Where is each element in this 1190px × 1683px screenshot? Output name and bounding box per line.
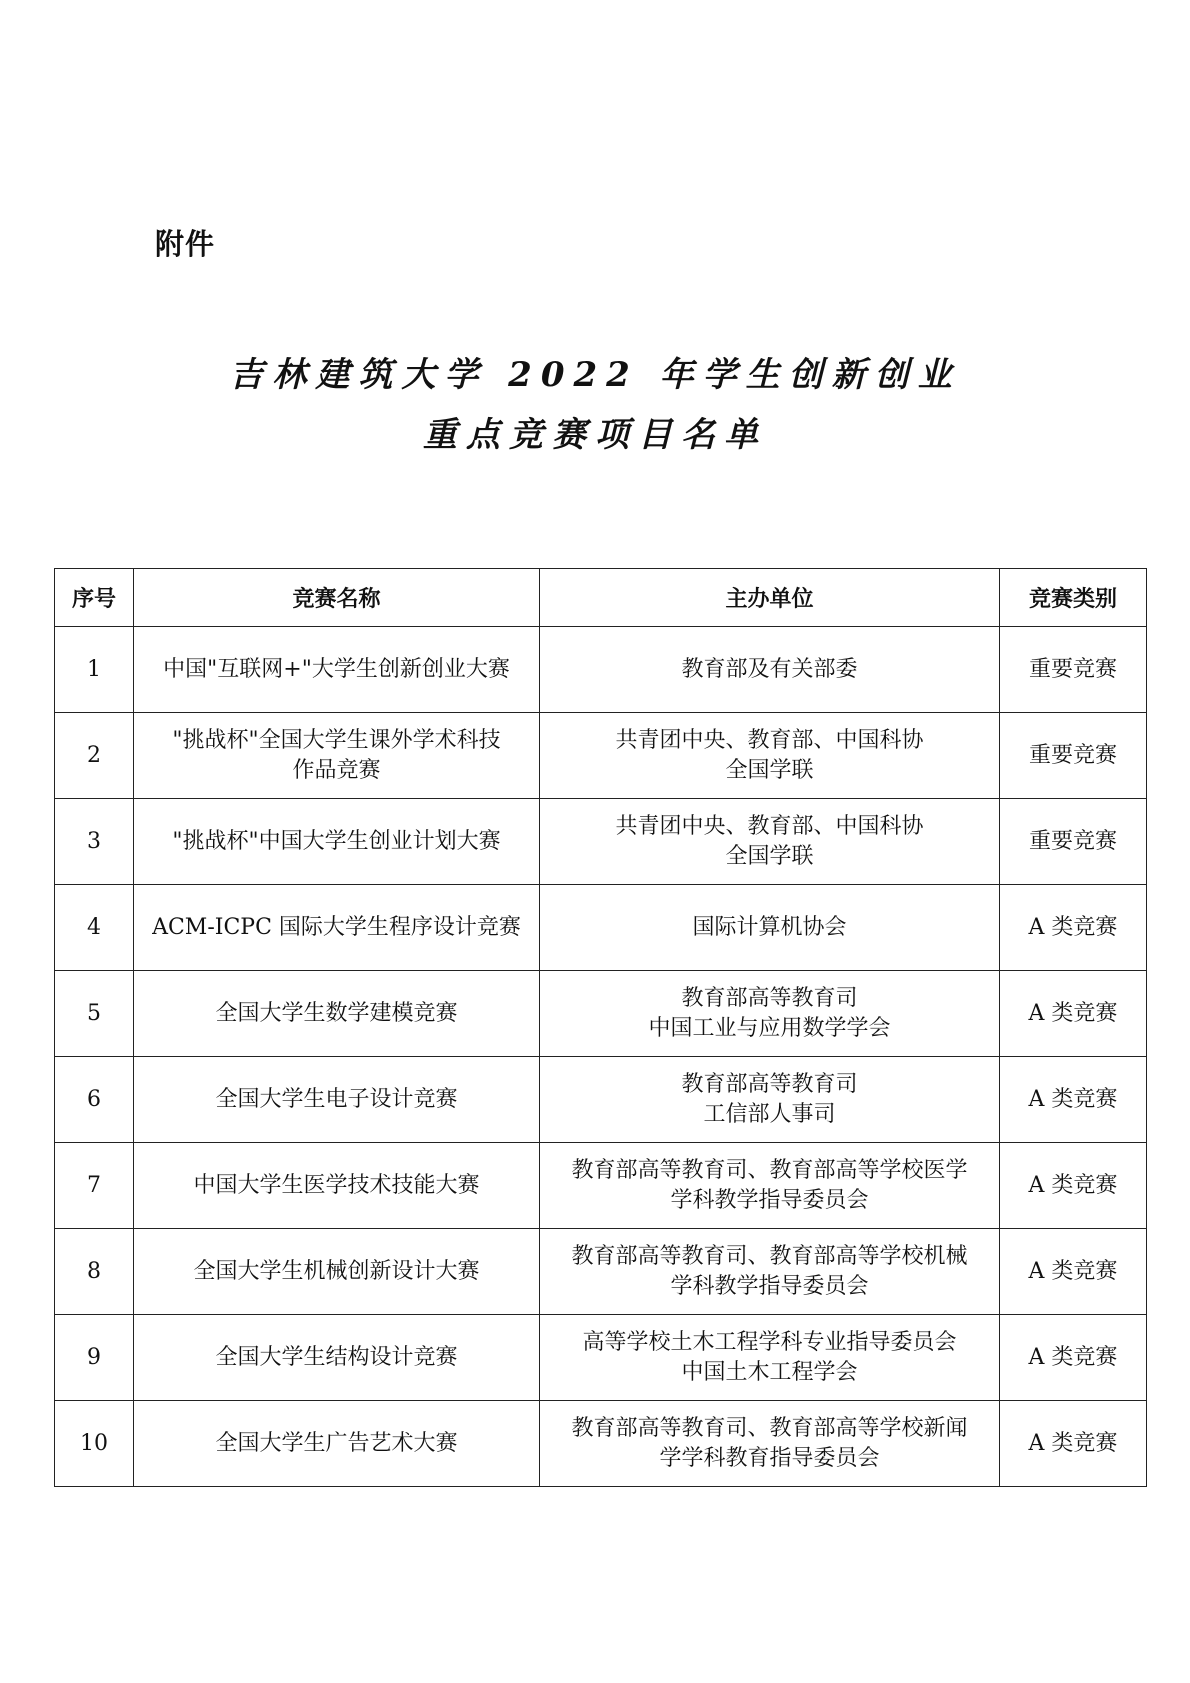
- table-row: [55, 1143, 1147, 1229]
- cell-competition-name: [134, 627, 540, 713]
- table-body: [55, 627, 1147, 1487]
- table-row: [55, 627, 1147, 713]
- cell-competition-name: [134, 1229, 540, 1315]
- cell-competition-name: [134, 1057, 540, 1143]
- organizer-line: 共青团中央、教育部、中国科协: [615, 727, 924, 753]
- cell-no: 7: [55, 1143, 134, 1229]
- cell-no: 10: [55, 1401, 134, 1487]
- organizer-line: 高等学校土木工程学科专业指导委员会: [582, 1329, 957, 1355]
- competition-name-line: 作品竞赛: [292, 757, 381, 783]
- cell-organizer: [540, 1315, 1000, 1401]
- title-line-1: 吉林建筑大学 2022 年学生创新创业: [229, 355, 961, 395]
- cell-no: 2: [55, 713, 134, 799]
- organizer-line: 工信部人事司: [703, 1101, 836, 1127]
- cell-category: 重要竞赛: [1000, 799, 1147, 885]
- competition-name-line: 全国大学生电子设计竞赛: [215, 1086, 458, 1112]
- cell-organizer: [540, 713, 1000, 799]
- cell-category: A 类竞赛: [1000, 1143, 1147, 1229]
- competition-table: [54, 568, 1147, 1487]
- organizer-line: 中国土木工程学会: [681, 1359, 858, 1385]
- organizer-line: 教育部高等教育司、教育部高等学校机械: [571, 1243, 968, 1269]
- organizer-line: 全国学联: [725, 757, 814, 783]
- organizer-line: 教育部及有关部委: [681, 656, 858, 682]
- organizer-line: 教育部高等教育司: [681, 1071, 858, 1097]
- cell-organizer: [540, 627, 1000, 713]
- cell-organizer: [540, 971, 1000, 1057]
- cell-category: A 类竞赛: [1000, 1057, 1147, 1143]
- organizer-line: 教育部高等教育司、教育部高等学校医学: [571, 1157, 968, 1183]
- cell-competition-name: [134, 1143, 540, 1229]
- cell-category: A 类竞赛: [1000, 885, 1147, 971]
- cell-competition-name: [134, 713, 540, 799]
- competition-name-line: 全国大学生结构设计竞赛: [215, 1344, 458, 1370]
- table-row: [55, 1315, 1147, 1401]
- competition-name-line: 中国"互联网+"大学生创新创业大赛: [163, 656, 510, 682]
- cell-category: A 类竞赛: [1000, 1401, 1147, 1487]
- cell-category: 重要竞赛: [1000, 627, 1147, 713]
- header-name: 竞赛名称: [134, 569, 540, 627]
- cell-no: 4: [55, 885, 134, 971]
- competition-name-line: ACM-ICPC 国际大学生程序设计竞赛: [152, 914, 521, 940]
- competition-name-line: "挑战杯"中国大学生创业计划大赛: [172, 828, 501, 854]
- header-organizer: 主办单位: [540, 569, 1000, 627]
- cell-organizer: [540, 1229, 1000, 1315]
- cell-category: A 类竞赛: [1000, 971, 1147, 1057]
- organizer-line: 学科教学指导委员会: [670, 1273, 869, 1299]
- table-row: [55, 1401, 1147, 1487]
- cell-no: 1: [55, 627, 134, 713]
- table-row: [55, 885, 1147, 971]
- table-header-row: [55, 569, 1147, 627]
- cell-competition-name: [134, 1401, 540, 1487]
- competition-name-line: 中国大学生医学技术技能大赛: [193, 1172, 480, 1198]
- table-row: [55, 1229, 1147, 1315]
- organizer-line: 教育部高等教育司、教育部高等学校新闻: [571, 1415, 968, 1441]
- cell-no: 8: [55, 1229, 134, 1315]
- competition-name-line: 全国大学生机械创新设计大赛: [193, 1258, 480, 1284]
- cell-competition-name: [134, 1315, 540, 1401]
- cell-organizer: [540, 885, 1000, 971]
- cell-competition-name: [134, 971, 540, 1057]
- organizer-line: 共青团中央、教育部、中国科协: [615, 813, 924, 839]
- cell-no: 3: [55, 799, 134, 885]
- organizer-line: 学科教学指导委员会: [670, 1187, 869, 1213]
- organizer-line: 全国学联: [725, 843, 814, 869]
- cell-organizer: [540, 1143, 1000, 1229]
- cell-competition-name: [134, 885, 540, 971]
- header-no: 序号: [55, 569, 134, 627]
- cell-no: 5: [55, 971, 134, 1057]
- cell-organizer: [540, 1057, 1000, 1143]
- header-category: 竞赛类别: [1000, 569, 1147, 627]
- cell-no: 6: [55, 1057, 134, 1143]
- cell-organizer: [540, 1401, 1000, 1487]
- document-title: [0, 345, 1190, 465]
- cell-organizer: [540, 799, 1000, 885]
- table-row: [55, 971, 1147, 1057]
- cell-no: 9: [55, 1315, 134, 1401]
- organizer-line: 学学科教育指导委员会: [659, 1445, 880, 1471]
- attachment-label: 附件: [155, 227, 216, 261]
- table-row: [55, 1057, 1147, 1143]
- organizer-line: 中国工业与应用数学学会: [648, 1015, 891, 1041]
- cell-category: 重要竞赛: [1000, 713, 1147, 799]
- table-row: [55, 713, 1147, 799]
- competition-name-line: 全国大学生广告艺术大赛: [215, 1430, 458, 1456]
- organizer-line: 教育部高等教育司: [681, 985, 858, 1011]
- cell-competition-name: [134, 799, 540, 885]
- competition-name-line: 全国大学生数学建模竞赛: [215, 1000, 458, 1026]
- title-line-2: 重点竞赛项目名单: [423, 415, 767, 455]
- table-row: [55, 799, 1147, 885]
- organizer-line: 国际计算机协会: [692, 914, 847, 940]
- cell-category: A 类竞赛: [1000, 1315, 1147, 1401]
- cell-category: A 类竞赛: [1000, 1229, 1147, 1315]
- competition-name-line: "挑战杯"全国大学生课外学术科技: [172, 727, 501, 753]
